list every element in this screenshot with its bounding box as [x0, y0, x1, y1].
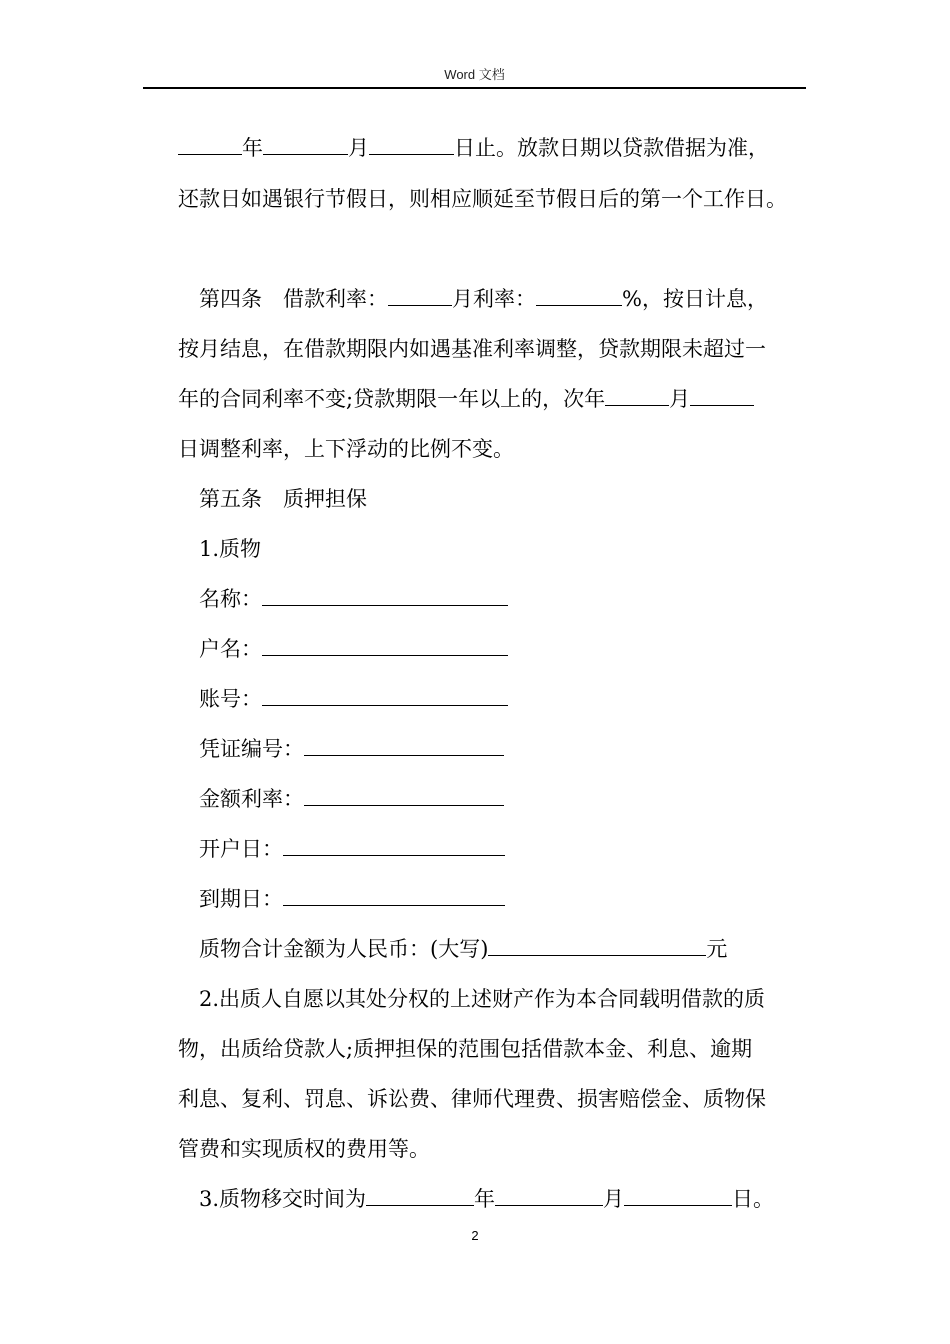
text-line: 2.出质人自愿以其处分权的上述财产作为本合同载明借款的质: [199, 987, 766, 1011]
form-field: [199, 634, 508, 664]
text-segment: 日。: [732, 1187, 775, 1211]
text-line: 物，出质给贷款人;质押担保的范围包括借款本金、利息、逾期: [178, 1037, 753, 1061]
field-label: 到期日：: [199, 887, 283, 911]
text-segment: 月: [669, 387, 691, 411]
form-field: [199, 684, 508, 714]
form-field: [199, 934, 727, 964]
form-field: [199, 834, 505, 864]
field-label: 户名：: [199, 637, 262, 661]
text-line: 还款日如遇银行节假日，则相应顺延至节假日后的第一个工作日。: [178, 187, 787, 211]
field-label: 账号：: [199, 687, 262, 711]
fill-blank: [690, 385, 754, 406]
text-segment: 月: [603, 1187, 625, 1211]
form-field: [199, 884, 505, 914]
form-field: [199, 584, 508, 614]
form-field: [199, 734, 504, 764]
text-segment: 月: [348, 136, 369, 160]
text-line: 管费和实现质权的费用等。: [178, 1137, 430, 1161]
section-heading: 1.质物: [199, 537, 262, 561]
fill-blank: [624, 1185, 732, 1206]
fill-blank: [388, 285, 452, 306]
fill-blank: [262, 635, 508, 656]
fill-blank: [283, 835, 505, 856]
text-segment: 月利率：: [452, 287, 536, 311]
field-label: 名称：: [199, 587, 262, 611]
page-number: 2: [471, 1228, 479, 1243]
fill-blank: [605, 385, 669, 406]
article-5-heading: 第五条 质押担保: [199, 487, 367, 511]
field-label: 凭证编号：: [199, 737, 304, 761]
fill-blank: [283, 885, 505, 906]
text-line: 日调整利率，上下浮动的比例不变。: [178, 437, 514, 461]
text-segment: 3.质物移交时间为: [199, 1187, 367, 1211]
field-label: 开户日：: [199, 837, 283, 861]
text-line: [199, 1184, 774, 1214]
fill-blank: [304, 785, 504, 806]
fill-blank: [369, 134, 454, 155]
fill-blank: [262, 585, 508, 606]
article-4-heading: [199, 284, 768, 314]
text-line: [178, 133, 769, 163]
text-segment: 年: [474, 1187, 496, 1211]
text-segment: 元: [706, 937, 728, 961]
header-divider: [143, 87, 806, 89]
form-field: [199, 784, 504, 814]
fill-blank: [263, 134, 348, 155]
text-segment: 日止。放款日期以贷款借据为准，: [454, 136, 769, 160]
fill-blank: [536, 285, 622, 306]
fill-blank: [488, 935, 706, 956]
fill-blank: [366, 1185, 474, 1206]
fill-blank: [304, 735, 504, 756]
text-line: 按月结息，在借款期限内如遇基准利率调整，贷款期限未超过一: [178, 337, 766, 361]
text-segment: 年: [242, 136, 263, 160]
fill-blank: [495, 1185, 603, 1206]
text-segment: 年的合同利率不变;贷款期限一年以上的，次年: [178, 387, 606, 411]
text-line: 利息、复利、罚息、诉讼费、律师代理费、损害赔偿金、质物保: [178, 1087, 766, 1111]
text-segment: 第四条 借款利率：: [199, 287, 388, 311]
text-segment: %，按日计息，: [622, 287, 768, 311]
field-label: 金额利率：: [199, 787, 304, 811]
page-header: Word 文档: [444, 67, 505, 82]
fill-blank: [178, 134, 242, 155]
text-line: [178, 384, 754, 414]
field-label: 质物合计金额为人民币：(大写): [199, 937, 489, 961]
fill-blank: [262, 685, 508, 706]
